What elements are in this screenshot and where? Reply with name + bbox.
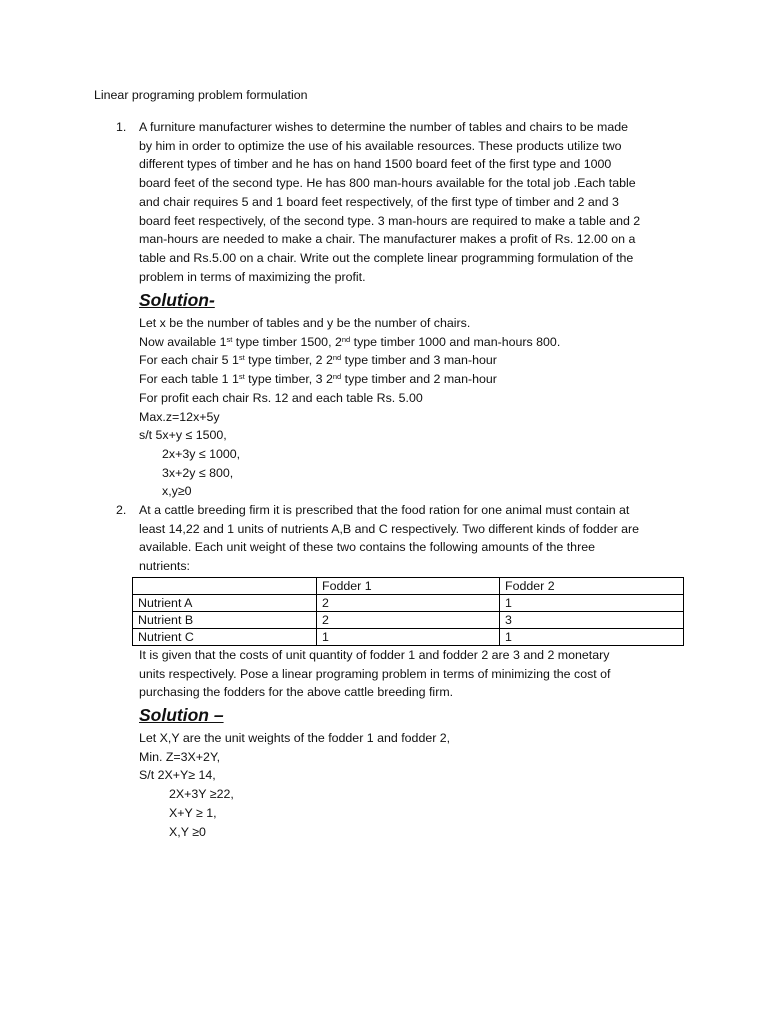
q1-line: problem in terms of maximizing the profit. — [139, 269, 366, 284]
q1-line: man-hours are needed to make a chair. The manufacturer makes a profit of Rs. 12.00 on a — [139, 232, 636, 247]
solution-1-body — [139, 314, 679, 501]
q2-after-line: units respectively. Pose a linear programing problem in terms of minimizing the cost of — [139, 666, 611, 681]
table-row — [133, 629, 684, 646]
table-header-cell — [133, 578, 317, 595]
sol1-line: Now available 1st type timber 1500, 2nd type timber 1000 and man-hours 800. — [139, 334, 561, 349]
sol1-line: For each table 1 1st type timber, 3 2nd type timber and 2 man-hour — [139, 372, 497, 387]
q2-line: nutrients: — [139, 559, 190, 574]
question-2-followup — [139, 646, 679, 702]
q1-line: A furniture manufacturer wishes to determine the number of tables and chairs to be made — [139, 120, 629, 134]
sol1-line: 2x+3y ≤ 1000, — [162, 446, 241, 461]
table-cell: 1 — [500, 629, 684, 646]
sol1-line: For profit each chair Rs. 12 and each table Rs. 5.00 — [139, 390, 423, 405]
q2-after-line: It is given that the costs of unit quantity of fodder 1 and fodder 2 are 3 and 2 monetary — [139, 648, 610, 662]
table-header-cell: Fodder 1 — [317, 578, 500, 595]
table-cell: 3 — [500, 612, 684, 629]
table-cell: 2 — [317, 595, 500, 612]
document-title: Linear programing problem formulation — [94, 88, 308, 102]
sol2-line: 2X+3Y ≥22, — [169, 787, 234, 802]
question-2-text — [139, 501, 679, 576]
q1-line: and chair requires 5 and 1 board feet respectively, of the first type of timber and 2 and 3 — [139, 194, 619, 209]
sol1-line: For each chair 5 1st type timber, 2 2nd type timber and 3 man-hour — [139, 353, 497, 368]
table-cell: 2 — [317, 612, 500, 629]
nutrient-table — [132, 577, 684, 646]
table-cell: Nutrient A — [133, 595, 317, 612]
table-cell: 1 — [500, 595, 684, 612]
sol1-line: Max.z=12x+5y — [139, 409, 220, 424]
table-cell: Nutrient C — [133, 629, 317, 646]
q2-line: At a cattle breeding firm it is prescribed that the food ration for one animal must contain at — [139, 503, 630, 517]
q1-line: table and Rs.5.00 on a chair. Write out the complete linear programming formulation of the — [139, 250, 634, 265]
sol1-line: 3x+2y ≤ 800, — [162, 465, 234, 480]
solution-1-heading: Solution- — [139, 290, 215, 310]
q1-line: board feet respectively, of the second type. 3 man-hours are required to make a table and 2 — [139, 213, 641, 228]
table-header-cell: Fodder 2 — [500, 578, 684, 595]
q2-after-line: purchasing the fodders for the above cattle breeding firm. — [139, 685, 454, 700]
sol2-line: Min. Z=3X+2Y, — [139, 749, 221, 764]
table-row — [133, 595, 684, 612]
question-2-number: 2. — [116, 503, 127, 517]
q1-line: by him in order to optimize the use of his available resources. These products utilize two — [139, 138, 622, 153]
question-1-number: 1. — [116, 120, 127, 134]
q2-line: least 14,22 and 1 units of nutrients A,B and C respectively. Two different kinds of fodder are — [139, 521, 640, 536]
sol2-line: X+Y ≥ 1, — [169, 805, 217, 820]
table-cell: 1 — [317, 629, 500, 646]
solution-2-heading: Solution – — [139, 705, 224, 725]
table-cell: Nutrient B — [133, 612, 317, 629]
table-header-row — [133, 578, 684, 595]
sol2-line: Let X,Y are the unit weights of the fodder 1 and fodder 2, — [139, 731, 451, 745]
sol2-line: S/t 2X+Y≥ 14, — [139, 768, 216, 783]
question-1-text — [139, 118, 679, 286]
sol1-line: x,y≥0 — [162, 484, 192, 499]
q2-line: available. Each unit weight of these two contains the following amounts of the three — [139, 540, 595, 555]
table-row — [133, 612, 684, 629]
q1-line: board feet of the second type. He has 800 man-hours available for the total job .Each table — [139, 176, 636, 191]
solution-2-body — [139, 729, 679, 841]
q1-line: different types of timber and he has on hand 1500 board feet of the first type and 1000 — [139, 157, 612, 172]
sol2-line: X,Y ≥0 — [169, 824, 206, 839]
sol1-line: Let x be the number of tables and y be the number of chairs. — [139, 316, 471, 330]
sol1-line: s/t 5x+y ≤ 1500, — [139, 428, 227, 443]
